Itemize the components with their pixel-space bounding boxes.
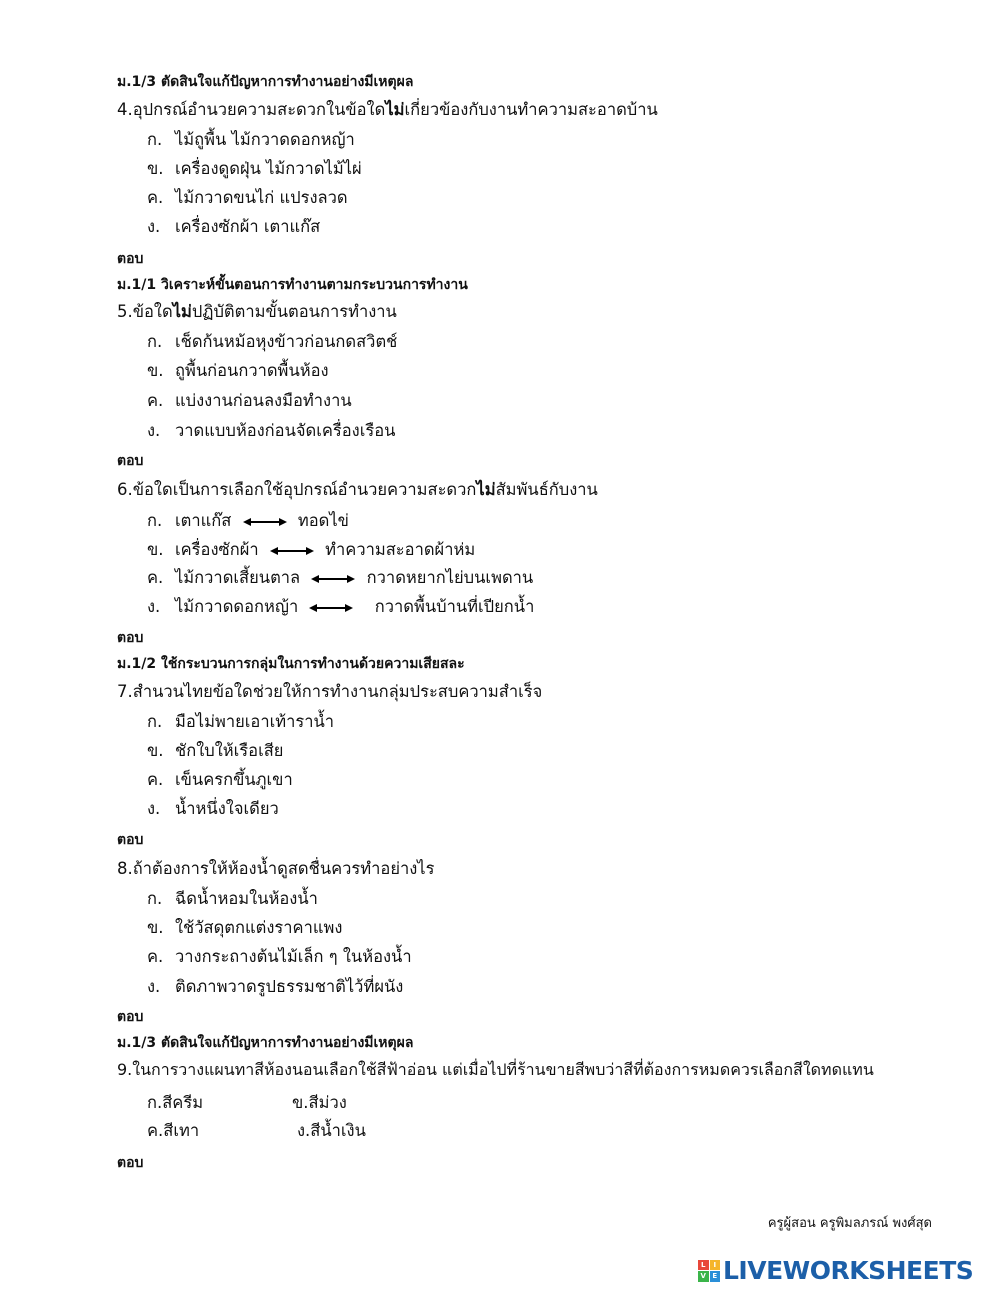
logo-tile: I [710,1260,721,1271]
logo-tile: L [698,1260,709,1271]
q8-option-b[interactable]: ข. ใช้วัสดุตกแต่งราคาแพง [147,918,343,937]
question-7: 7.สำนวนไทยข้อใดช่วยให้การทำงานกลุ่มประสบความสำเร็จ [117,682,543,701]
section-heading: ม.1/3 ตัดสินใจแก้ปัญหาการทำงานอย่างมีเหตุผล [117,1035,414,1051]
q5-option-c[interactable]: ค. แบ่งงานก่อนลงมือทำงาน [147,391,352,410]
q5-option-d[interactable]: ง. วาดแบบห้องก่อนจัดเครื่องเรือน [147,421,396,440]
logo-tile: E [710,1271,721,1282]
answer-label: ตอบ [117,1009,144,1025]
section-heading: ม.1/1 วิเคราะห์ขั้นตอนการทำงานตามกระบวนการทำงาน [117,277,468,293]
question-6: 6.ข้อใดเป็นการเลือกใช้อุปกรณ์อำนวยความสะดวกไม่สัมพันธ์กับงาน [117,480,598,499]
logo-tile: V [698,1271,709,1282]
q7-option-a[interactable]: ก. มือไม่พายเอาเท้าราน้ำ [147,712,335,731]
q9-option-d[interactable]: ง.สีน้ำเงิน [297,1121,366,1140]
q4-option-a[interactable]: ก. ไม้ถูพื้น ไม้กวาดดอกหญ้า [147,130,355,149]
question-9: 9.ในการวางแผนทาสีห้องนอนเลือกใช้สีฟ้าอ่อน แต่เมื่อไปที่ร้านขายสีพบว่าสีที่ต้องการหมดควรเลือกสีใดทดแทน [117,1060,874,1079]
q5-option-b[interactable]: ข. ถูพื้นก่อนกวาดพื้นห้อง [147,361,329,380]
answer-label: ตอบ [117,251,144,267]
q8-option-a[interactable]: ก. ฉีดน้ำหอมในห้องน้ำ [147,889,318,908]
q8-option-d[interactable]: ง. ติดภาพวาดรูปธรรมชาติไว้ที่ผนัง [147,977,404,996]
double-arrow-icon [243,517,287,527]
q9-option-b[interactable]: ข.สีม่วง [292,1093,347,1112]
q8-option-c[interactable]: ค. วางกระถางต้นไม้เล็ก ๆ ในห้องน้ำ [147,947,412,966]
double-arrow-icon [270,546,314,556]
q9-option-c[interactable]: ค.สีเทา [147,1121,200,1140]
liveworksheets-logo-icon [698,1260,720,1282]
q6-option-a[interactable]: ก. เตาแก๊ส ทอดไข่ [147,511,349,530]
answer-label: ตอบ [117,453,144,469]
double-arrow-icon [309,603,353,613]
teacher-credit: ครูผู้สอน ครูพิมลภรณ์ พงศ์สุด [767,1216,932,1231]
brand-name: LIVEWORKSHEETS [723,1256,974,1285]
q6-option-c[interactable]: ค. ไม้กวาดเสี้ยนตาล กวาดหยากไย่บนเพดาน [147,568,534,587]
double-arrow-icon [311,574,355,584]
section-heading: ม.1/3 ตัดสินใจแก้ปัญหาการทำงานอย่างมีเหตุผล [117,74,414,90]
answer-label: ตอบ [117,630,144,646]
q4-option-c[interactable]: ค. ไม้กวาดขนไก่ แปรงลวด [147,188,348,207]
answer-label: ตอบ [117,1155,144,1171]
question-8: 8.ถ้าต้องการให้ห้องน้ำดูสดชื่นควรทำอย่างไร [117,859,435,878]
q6-option-b[interactable]: ข. เครื่องซักผ้า ทำความสะอาดผ้าห่ม [147,540,476,559]
q7-option-b[interactable]: ข. ชักใบให้เรือเสีย [147,741,284,760]
q6-option-d[interactable]: ง. ไม้กวาดดอกหญ้า กวาดพื้นบ้านที่เปียกน้ำ [147,597,535,616]
q7-option-c[interactable]: ค. เข็นครกขึ้นภูเขา [147,770,293,789]
q5-option-a[interactable]: ก. เช็ดก้นหม้อหุงข้าวก่อนกดสวิตช์ [147,332,398,351]
liveworksheets-logo [698,1256,973,1285]
q9-option-a[interactable]: ก.สีครีม [147,1093,204,1112]
q4-option-b[interactable]: ข. เครื่องดูดฝุ่น ไม้กวาดไม้ไผ่ [147,159,362,178]
question-5: 5.ข้อใดไม่ปฏิบัติตามขั้นตอนการทำงาน [117,302,397,321]
question-4: 4.อุปกรณ์อำนวยความสะดวกในข้อใดไม่เกี่ยวข้องกับงานทำความสะอาดบ้าน [117,100,658,119]
q7-option-d[interactable]: ง. น้ำหนึ่งใจเดียว [147,799,279,818]
q4-option-d[interactable]: ง. เครื่องซักผ้า เตาแก๊ส [147,217,321,236]
answer-label: ตอบ [117,832,144,848]
section-heading: ม.1/2 ใช้กระบวนการกลุ่มในการทำงานด้วยความเสียสละ [117,656,465,672]
